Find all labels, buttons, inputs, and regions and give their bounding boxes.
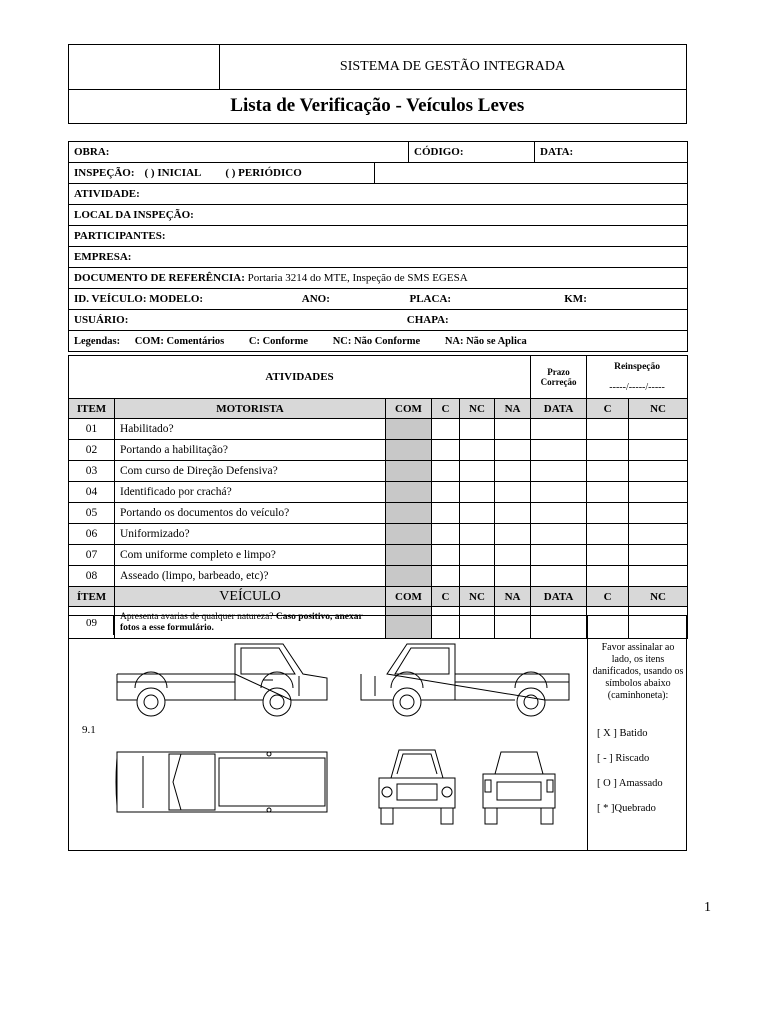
data-cell[interactable] [531,440,587,461]
legend-label: Legendas: [74,335,121,347]
chapa-field[interactable]: CHAPA: [406,314,449,326]
item-text: Asseado (limpo, barbeado, etc)? [115,566,386,587]
data-cell[interactable] [531,524,587,545]
col-item: ITEM [69,399,115,419]
prazo-correcao-heading: Prazo Correção [531,356,587,399]
c-cell[interactable] [432,419,460,440]
col-com: COM [386,399,432,419]
info-section [68,141,687,352]
c-cell[interactable] [432,440,460,461]
reinsp-c-cell[interactable] [587,545,629,566]
c-cell[interactable] [432,566,460,587]
col-reinsp-c: C [587,399,629,419]
reinsp-c-cell[interactable] [587,482,629,503]
col-nc-veiculo: NC [460,587,495,607]
inspecao-label: INSPEÇÃO: [74,167,135,179]
damage-instructions: Favor assinalar ao lado, os itens danificados, usando os símbolos abaixo (caminhoneta): [592,642,684,701]
truck-rear-icon[interactable] [479,744,559,830]
na-cell[interactable] [495,503,531,524]
col-na: NA [495,399,531,419]
usuario-field[interactable]: USUÁRIO: [74,314,129,326]
symbol-quebrado: [ * ]Quebrado [597,803,656,814]
na-cell[interactable] [495,566,531,587]
truck-top-icon[interactable] [113,744,333,824]
na-cell[interactable] [495,545,531,566]
reinsp-c-cell[interactable] [587,566,629,587]
document-title: Lista de Verificação - Veículos Leves [68,89,687,124]
reinsp-c-cell[interactable] [587,524,629,545]
periodico-checkbox[interactable]: ( ) PERIÓDICO [225,167,302,179]
col-item-veiculo: ÍTEM [69,587,115,607]
atividade-field[interactable]: ATIVIDADE: [69,184,688,205]
item-text: Portando a habilitação? [115,440,386,461]
item-text: Uniformizado? [115,524,386,545]
data-cell[interactable] [531,566,587,587]
doc-ref-label: DOCUMENTO DE REFERÊNCIA: [74,272,245,284]
item-number: 06 [69,524,115,545]
reinsp-nc-cell[interactable] [629,566,688,587]
col-veiculo: VEÍCULO [115,587,386,607]
c-cell[interactable] [432,503,460,524]
usuario-row [69,310,688,331]
symbol-batido: [ X ] Batido [597,728,648,739]
na-cell[interactable] [495,524,531,545]
reinspecao-cell [587,356,688,399]
legend-nc: NC: Não Conforme [332,335,421,347]
item-text: Com uniforme completo e limpo? [115,545,386,566]
activities-section [68,355,687,639]
item-text: Com curso de Direção Defensiva? [115,461,386,482]
item-number: 03 [69,461,115,482]
symbol-amassado: [ O ] Amassado [597,778,663,789]
item-text: Portando os documentos do veículo? [115,503,386,524]
data-cell[interactable] [531,545,587,566]
com-cell[interactable] [386,419,432,440]
item-number: 05 [69,503,115,524]
placa-field[interactable]: PLACA: [409,293,452,305]
com-cell[interactable] [386,482,432,503]
na-cell[interactable] [495,419,531,440]
data-cell[interactable] [531,461,587,482]
com-cell[interactable] [386,503,432,524]
na-cell[interactable] [495,440,531,461]
col-motorista: MOTORISTA [115,399,386,419]
col-c: C [432,399,460,419]
com-cell[interactable] [386,461,432,482]
col-reinsp-nc-veiculo: NC [629,587,688,607]
page-number: 1 [704,900,711,915]
nc-cell[interactable] [460,461,495,482]
com-cell[interactable] [386,524,432,545]
item-number: 08 [69,566,115,587]
col-nc: NC [460,399,495,419]
veiculo-header-row [69,587,688,607]
reinsp-nc-cell[interactable] [629,545,688,566]
c-cell[interactable] [432,482,460,503]
empresa-field[interactable]: EMPRESA: [69,247,688,268]
item-number: 01 [69,419,115,440]
item-number: 07 [69,545,115,566]
header-logo-box [68,44,220,90]
doc-ref-value: Portaria 3214 do MTE, Inspeção de SMS EGESA [247,272,468,284]
inicial-checkbox[interactable]: ( ) INICIAL [144,167,202,179]
table-row [69,482,688,503]
system-title: SISTEMA DE GESTÃO INTEGRADA [219,44,687,90]
na-cell[interactable] [495,461,531,482]
nc-cell[interactable] [460,440,495,461]
col-data-veiculo: DATA [531,587,587,607]
reinsp-nc-cell[interactable] [629,482,688,503]
com-cell[interactable] [386,440,432,461]
reinsp-nc-cell[interactable] [629,503,688,524]
data-cell[interactable] [531,503,587,524]
col-data: DATA [531,399,587,419]
legend-na: NA: Não se Aplica [444,335,527,347]
codigo-field[interactable]: CÓDIGO: [409,142,535,163]
km-field[interactable]: KM: [564,293,587,305]
c-cell[interactable] [432,545,460,566]
data-field[interactable]: DATA: [535,142,688,163]
com-cell[interactable] [386,545,432,566]
reinsp-nc-cell[interactable] [629,461,688,482]
table-row [69,419,688,440]
item-instruction: Caso positivo, anexar fotos a esse formulário. [120,611,363,633]
nc-cell[interactable] [460,503,495,524]
reinsp-nc-cell[interactable] [629,419,688,440]
legend-row [69,331,688,352]
nc-cell[interactable] [460,566,495,587]
truck-side-right-icon[interactable] [355,638,575,728]
reinsp-c-cell[interactable] [587,461,629,482]
diagram-item-number: 9.1 [82,724,96,736]
table-row [69,524,688,545]
item-number: 04 [69,482,115,503]
reinsp-nc-cell[interactable] [629,440,688,461]
col-reinsp-nc: NC [629,399,688,419]
item-text: Identificado por crachá? [115,482,386,503]
id-veiculo-field[interactable]: ID. VEÍCULO: MODELO: [74,293,204,305]
col-reinsp-c-veiculo: C [587,587,629,607]
nc-cell[interactable] [460,524,495,545]
motorista-header-row [69,399,688,419]
item-number: 09 [69,607,115,639]
data-cell[interactable] [531,419,587,440]
local-field[interactable]: LOCAL DA INSPEÇÃO: [69,205,688,226]
c-cell[interactable] [432,461,460,482]
col-c-veiculo: C [432,587,460,607]
legend-com: COM: Comentários [134,335,225,347]
damage-diagram-section [68,615,687,851]
nc-cell[interactable] [460,545,495,566]
na-cell[interactable] [495,482,531,503]
reinspecao-heading: Reinspeção [614,361,661,372]
atividades-heading: ATIVIDADES [69,356,531,399]
table-row [69,545,688,566]
nc-cell[interactable] [460,482,495,503]
nc-cell[interactable] [460,419,495,440]
reinsp-c-cell[interactable] [587,503,629,524]
table-row [69,440,688,461]
com-cell[interactable] [386,566,432,587]
reinspecao-date[interactable]: -----/-----/----- [609,381,665,393]
item-number: 02 [69,440,115,461]
col-na-veiculo: NA [495,587,531,607]
ano-field[interactable]: ANO: [301,293,330,305]
c-cell[interactable] [432,524,460,545]
reinsp-c-cell[interactable] [587,419,629,440]
vehicle-id-row [69,289,688,310]
symbol-riscado: [ - ] Riscado [597,753,650,764]
item-text: Habilitado? [115,419,386,440]
col-com-veiculo: COM [386,587,432,607]
truck-side-left-icon[interactable] [113,638,333,728]
reinsp-nc-cell[interactable] [629,524,688,545]
data-cell[interactable] [531,482,587,503]
truck-front-icon[interactable] [375,744,459,830]
table-row [69,503,688,524]
motorista-rows [69,419,688,587]
item-question: Apresenta avarias de qualquer natureza? [120,611,274,622]
doc-ref-field [69,268,688,289]
table-row [69,461,688,482]
obra-field[interactable]: OBRA: [69,142,409,163]
participantes-field[interactable]: PARTICIPANTES: [69,226,688,247]
legend-c: C: Conforme [248,335,309,347]
table-row [69,566,688,587]
reinsp-c-cell[interactable] [587,440,629,461]
